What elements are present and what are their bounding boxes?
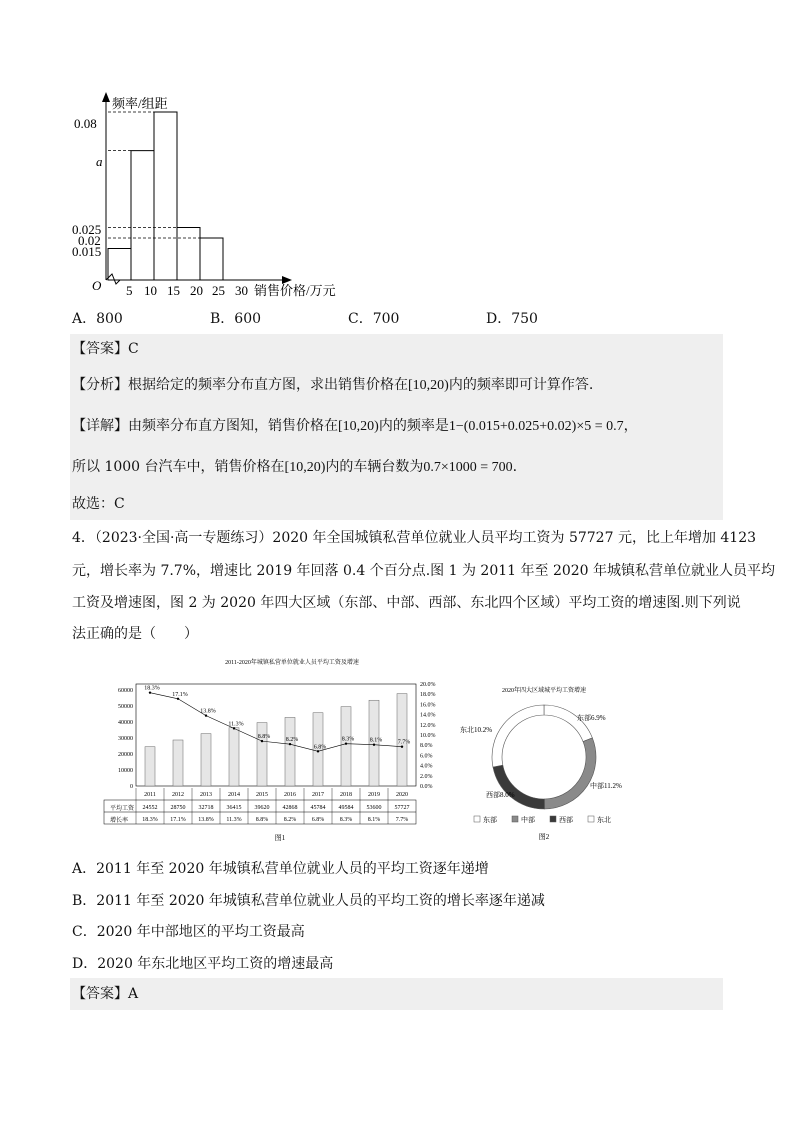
- fig1-rate-point: [401, 746, 403, 748]
- fig1-right-tick: 2.0%: [420, 773, 433, 780]
- fig1-right-tick: 12.0%: [420, 722, 436, 729]
- origin-label: O: [92, 278, 102, 293]
- fig1-rate-point: [177, 698, 179, 700]
- x-axis-label: 销售价格/万元: [254, 283, 336, 298]
- fig1-wage-bar: [257, 723, 267, 786]
- y-axis-arrow: [102, 92, 110, 102]
- q4-answer-block: [70, 978, 723, 1010]
- y-tick-0.08: 0.08: [74, 116, 97, 131]
- histogram-figure: [70, 90, 370, 305]
- fig1-right-tick: 0.0%: [420, 784, 433, 790]
- fig1-wage-value: 32718: [198, 805, 214, 811]
- fig2-title: 2020年四大区域城平均工资增速: [501, 688, 587, 694]
- fig2-label-central: 中部11.2%: [590, 782, 622, 790]
- fig1-wage-bar: [145, 747, 155, 786]
- fig1-rate-value: 8.3%: [339, 817, 353, 823]
- fig1-right-tick: 4.0%: [420, 763, 433, 770]
- fig1-right-tick: 20.0%: [420, 682, 436, 688]
- fig1-rate-label: 17.1%: [172, 691, 188, 698]
- fig1-right-tick: 16.0%: [420, 702, 436, 709]
- fig2-legend-label: 西部: [559, 816, 573, 824]
- fig1-rate-value: 8.1%: [367, 817, 381, 823]
- fig2-caption: 图2: [538, 833, 550, 841]
- x-tick-15: 15: [167, 283, 180, 298]
- q4-option-a: A．2011 年至 2020 年城镇私营单位就业人员的平均工资逐年递增: [72, 861, 489, 877]
- q3-detail: 【详解】由频率分布直方图知，销售价格在[10,20)内的频率是1−(0.015+0.025+0.02)×5 = 0.7，: [72, 418, 638, 434]
- fig2-slice: [492, 705, 544, 767]
- fig1-rate-label: 8.8%: [257, 734, 271, 741]
- fig1-right-tick: 6.0%: [420, 753, 433, 760]
- fig1-rate-label: 6.8%: [313, 744, 327, 751]
- x-tick-5: 5: [126, 283, 133, 298]
- histogram-bar: [200, 238, 223, 280]
- fig1-year-label: 2019: [368, 792, 380, 798]
- fig1-rate-value: 7.7%: [395, 817, 409, 823]
- fig1-left-tick: 40000: [118, 720, 133, 726]
- q3-option-d: D．750: [486, 311, 538, 327]
- fig1-year-label: 2018: [340, 792, 352, 798]
- q4-stem-line-2: 元，增长率为 7.7%，增速比 2019 年回落 0.4 个百分点.图 1 为 2011 年至 2020 年城镇私营单位就业人员平均: [72, 563, 776, 579]
- q3-analysis: 【分析】根据给定的频率分布直方图，求出销售价格在[10,20)内的频率即可计算作答.: [72, 377, 594, 393]
- fig1-rate-point: [373, 743, 375, 745]
- fig1-rate-point: [289, 743, 291, 745]
- fig2-label-northeast: 东北10.2%: [460, 726, 493, 734]
- figure-2-chart: [460, 680, 640, 845]
- fig1-rate-value: 18.3%: [142, 817, 158, 823]
- fig1-rate-point: [233, 727, 235, 729]
- fig1-caption: 图1: [274, 834, 286, 842]
- fig2-label-east: 东部6.9%: [577, 714, 606, 722]
- fig1-year-label: 2013: [200, 792, 212, 798]
- fig1-legend-wage: 平均工资: [110, 806, 135, 812]
- fig1-rate-label: 18.3%: [144, 685, 160, 692]
- x-tick-10: 10: [144, 283, 157, 298]
- q4-stem-line-4: 法正确的是（ ）: [72, 626, 198, 642]
- fig2-legend-label: 东部: [483, 816, 497, 824]
- q4-option-d: D．2020 年东北地区平均工资的增速最高: [72, 956, 334, 972]
- y-tick-0.025: 0.025: [72, 222, 102, 237]
- x-tick-30: 30: [235, 283, 248, 298]
- fig2-slice: [544, 738, 596, 809]
- q3-option-c: C．700: [348, 311, 400, 327]
- fig2-slice: [544, 705, 592, 742]
- fig1-rate-point: [345, 742, 347, 744]
- histogram-bar: [131, 151, 154, 280]
- fig1-rate-value: 17.1%: [170, 817, 186, 823]
- fig1-right-tick: 8.0%: [420, 743, 433, 750]
- fig2-legend-swatch: [588, 816, 594, 822]
- fig1-left-tick: 20000: [118, 752, 133, 758]
- fig1-left-tick: 60000: [118, 688, 133, 694]
- fig1-rate-value: 8.2%: [283, 817, 297, 823]
- y-tick-0.02: 0.02: [78, 233, 101, 248]
- fig1-rate-value: 11.3%: [226, 817, 242, 823]
- fig1-wage-value: 45784: [310, 805, 326, 811]
- fig1-rate-label: 8.3%: [341, 736, 355, 743]
- fig1-left-tick: 0: [130, 784, 133, 790]
- fig1-year-label: 2014: [228, 792, 240, 798]
- histogram-bar: [154, 112, 177, 280]
- fig1-rate-point: [205, 714, 207, 716]
- fig1-wage-bar: [201, 734, 211, 786]
- fig1-wage-value: 39620: [254, 805, 270, 811]
- fig1-rate-value: 13.8%: [198, 817, 214, 823]
- fig1-rate-label: 8.2%: [285, 737, 299, 744]
- fig1-legend-rate: 增长率: [110, 818, 129, 824]
- fig1-right-tick: 14.0%: [420, 712, 436, 719]
- fig2-label-west: 西部8.0%: [486, 791, 515, 799]
- fig2-legend-swatch: [550, 816, 556, 822]
- fig1-wage-value: 53600: [366, 805, 382, 811]
- fig1-wage-bar: [341, 707, 351, 786]
- fig1-right-tick: 18.0%: [420, 692, 436, 699]
- fig1-wage-bar: [173, 740, 183, 786]
- fig1-year-label: 2011: [144, 792, 156, 798]
- fig1-wage-bar: [285, 717, 295, 786]
- fig1-wage-value: 42868: [282, 805, 298, 811]
- q4-answer: 【答案】A: [72, 986, 139, 1002]
- fig1-rate-point: [317, 750, 319, 752]
- fig2-legend-label: 中部: [521, 816, 535, 824]
- fig2-slice: [493, 765, 544, 809]
- fig1-rate-value: 6.8%: [311, 817, 325, 823]
- fig1-rate-value: 8.8%: [255, 817, 269, 823]
- fig1-rate-label: 13.8%: [200, 708, 216, 715]
- x-tick-25: 25: [212, 283, 225, 298]
- fig1-title: 2011-2020年城镇私营单位就业人员平均工资及增速: [225, 660, 359, 666]
- q4-option-b: B．2011 年至 2020 年城镇私营单位就业人员的平均工资的增长率逐年递减: [72, 893, 545, 909]
- q4-stem-line-1: 4．（2023·全国·高一专题练习）2020 年全国城镇私营单位就业人员平均工资为 57727 元，比上年增加 4123: [72, 530, 757, 546]
- fig1-wage-value: 28750: [170, 805, 186, 811]
- fig1-wage-bar: [229, 728, 239, 786]
- fig1-left-tick: 50000: [118, 704, 133, 710]
- fig1-wage-value: 57727: [394, 805, 410, 811]
- fig1-year-label: 2020: [396, 792, 408, 798]
- fig1-year-label: 2016: [284, 792, 296, 798]
- fig1-rate-line: [150, 693, 402, 752]
- x-tick-20: 20: [190, 283, 203, 298]
- fig1-wage-value: 36415: [226, 805, 242, 811]
- fig1-rate-label: 11.3%: [228, 721, 244, 728]
- fig1-year-label: 2015: [256, 792, 268, 798]
- fig1-rate-point: [149, 691, 151, 693]
- q3-conclusion: 所以 1000 台汽车中，销售价格在[10,20)内的车辆台数为0.7×1000 = 700.: [72, 459, 518, 475]
- q4-stem-line-3: 工资及增速图，图 2 为 2020 年四大区域（东部、中部、西部、东北四个区域）平均工资的增速图.则下列说: [72, 595, 741, 611]
- fig1-left-tick: 10000: [118, 768, 133, 774]
- fig1-right-tick: 10.0%: [420, 733, 436, 739]
- histogram-bar: [108, 249, 131, 281]
- q4-option-c: C．2020 年中部地区的平均工资最高: [72, 924, 305, 940]
- fig1-left-tick: 30000: [118, 736, 133, 742]
- q3-choose: 故选：C: [72, 496, 125, 512]
- histogram-bar: [177, 228, 200, 281]
- fig1-wage-value: 49584: [338, 805, 354, 811]
- q3-option-a: A．800: [72, 311, 123, 327]
- fig1-year-label: 2012: [172, 792, 184, 798]
- y-axis-label: 频率/组距: [112, 96, 168, 111]
- fig2-legend-swatch: [474, 816, 480, 822]
- y-tick-0.015: 0.015: [72, 244, 102, 259]
- fig2-legend-label: 东北: [597, 816, 611, 824]
- fig1-rate-point: [261, 740, 263, 742]
- q3-option-b: B．600: [210, 311, 262, 327]
- q3-answer: 【答案】C: [72, 341, 139, 357]
- y-tick-a: a: [96, 154, 103, 169]
- fig1-year-label: 2017: [312, 792, 324, 798]
- fig2-legend-swatch: [512, 816, 518, 822]
- figure-1-chart: [100, 654, 460, 844]
- fig1-wage-value: 24552: [142, 805, 158, 811]
- fig1-rate-label: 7.7%: [397, 739, 411, 746]
- fig1-rate-label: 8.1%: [369, 737, 383, 744]
